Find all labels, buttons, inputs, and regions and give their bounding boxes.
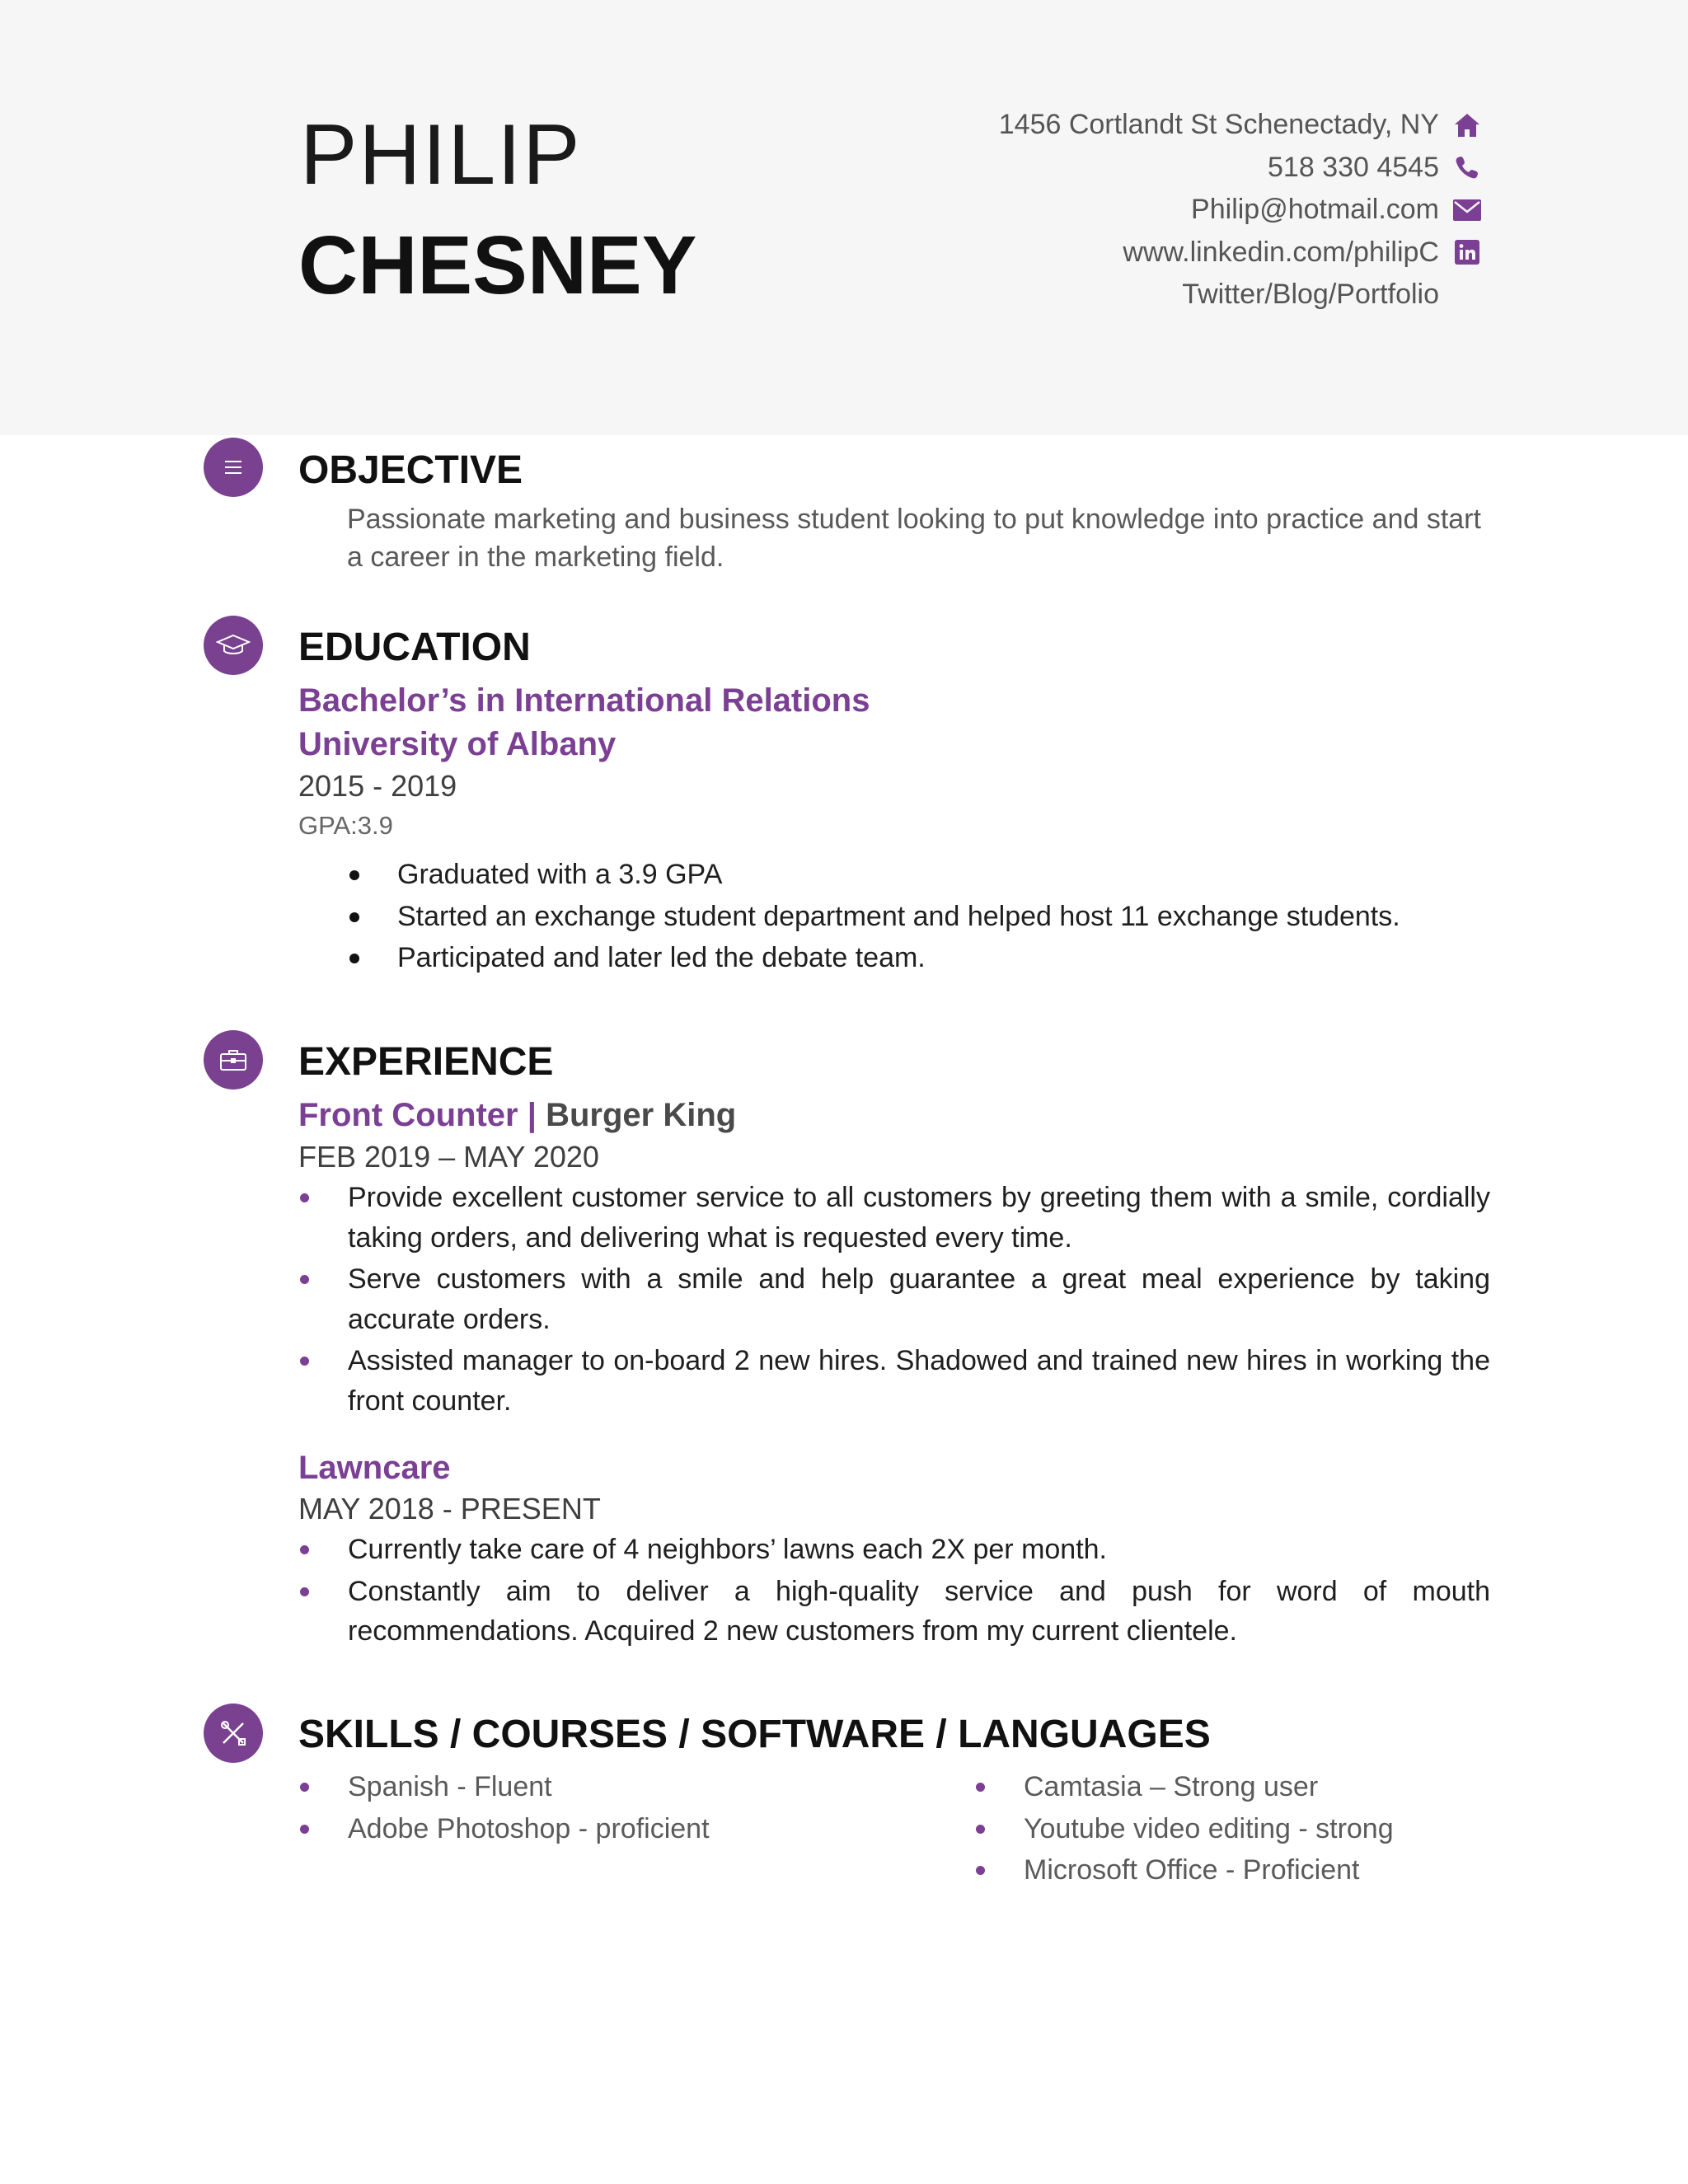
address-text: 1456 Cortlandt St Schenectady, NY: [998, 109, 1439, 141]
linkedin-icon: [1452, 237, 1482, 267]
envelope-icon: [1452, 195, 1482, 225]
school: University of Albany: [298, 726, 617, 762]
linkedin-text[interactable]: www.linkedin.com/philipC: [1123, 236, 1439, 268]
list-item: Adobe Photoshop - proficient: [298, 1809, 875, 1849]
home-icon: [1452, 110, 1482, 140]
phone-text: 518 330 4545: [1268, 151, 1439, 183]
experience-title: EXPERIENCE: [298, 1040, 554, 1084]
phone-icon: [1452, 152, 1482, 182]
list-icon: [204, 438, 263, 497]
last-name: CHESNEY: [298, 219, 697, 312]
first-name: PHILIP: [300, 107, 582, 203]
list-item: Spanish - Fluent: [298, 1767, 875, 1807]
education-title: EDUCATION: [298, 626, 531, 669]
skills-left: [298, 1767, 875, 1850]
contact-linkedin[interactable]: [740, 232, 1482, 274]
briefcase-icon: [204, 1030, 263, 1090]
job-separator: |: [527, 1097, 537, 1133]
contact-portfolio[interactable]: [740, 274, 1482, 316]
list-item: Currently take care of 4 neighbors’ lawns each 2X per month.: [298, 1530, 1490, 1570]
resume-header: [0, 0, 1688, 435]
job-title: [298, 1099, 736, 1132]
gpa: GPA:3.9: [298, 811, 393, 840]
contact-email[interactable]: [740, 189, 1482, 232]
list-item: Provide excellent customer service to all customers by greeting them with a smile, cordially taking orders, and delivering what is requested every time.: [298, 1178, 1490, 1258]
contact-phone: [740, 147, 1482, 190]
job-dates: FEB 2019 – MAY 2020: [298, 1140, 599, 1174]
job-employer: Burger King: [546, 1097, 737, 1133]
education-years: 2015 - 2019: [298, 769, 457, 803]
tools-icon: [204, 1704, 263, 1763]
skills-right: [974, 1767, 1551, 1892]
job-dates: MAY 2018 - PRESENT: [298, 1492, 601, 1526]
degree: Bachelor’s in International Relations: [298, 682, 870, 719]
job-role: Lawncare: [298, 1450, 451, 1486]
list-item: Microsoft Office - Proficient: [974, 1850, 1551, 1891]
contact-address: [740, 104, 1482, 147]
graduation-cap-icon: [204, 616, 263, 675]
education-bullets: [346, 854, 1400, 979]
skills-title: SKILLS / COURSES / SOFTWARE / LANGUAGES: [298, 1713, 1211, 1756]
objective-title: OBJECTIVE: [298, 448, 523, 492]
list-item: Participated and later led the debate team.: [346, 937, 1400, 979]
objective-text: Passionate marketing and business student looking to put knowledge into practice and start a career in the marketing field.: [347, 504, 1481, 573]
list-item: Assisted manager to on-board 2 new hires. Shadowed and trained new hires in working the front counter.: [298, 1341, 1490, 1421]
list-item: Started an exchange student department and helped host 11 exchange students.: [346, 896, 1400, 938]
list-item: Serve customers with a smile and help guarantee a great meal experience by taking accurate orders.: [298, 1259, 1490, 1339]
list-item: Constantly aim to deliver a high-quality service and push for word of mouth recommendations. Acquired 2 new customers from my current clientele.: [298, 1572, 1490, 1652]
list-item: Youtube video editing - strong: [974, 1809, 1551, 1849]
job-bullets: [298, 1530, 1490, 1653]
email-text[interactable]: Philip@hotmail.com: [1191, 194, 1439, 226]
job-bullets: [298, 1178, 1490, 1422]
list-item: Graduated with a 3.9 GPA: [346, 854, 1400, 896]
list-item: Camtasia – Strong user: [974, 1767, 1551, 1807]
portfolio-text[interactable]: Twitter/Blog/Portfolio: [1182, 279, 1439, 311]
job-role: Front Counter: [298, 1097, 518, 1133]
contact-info: [740, 104, 1482, 316]
